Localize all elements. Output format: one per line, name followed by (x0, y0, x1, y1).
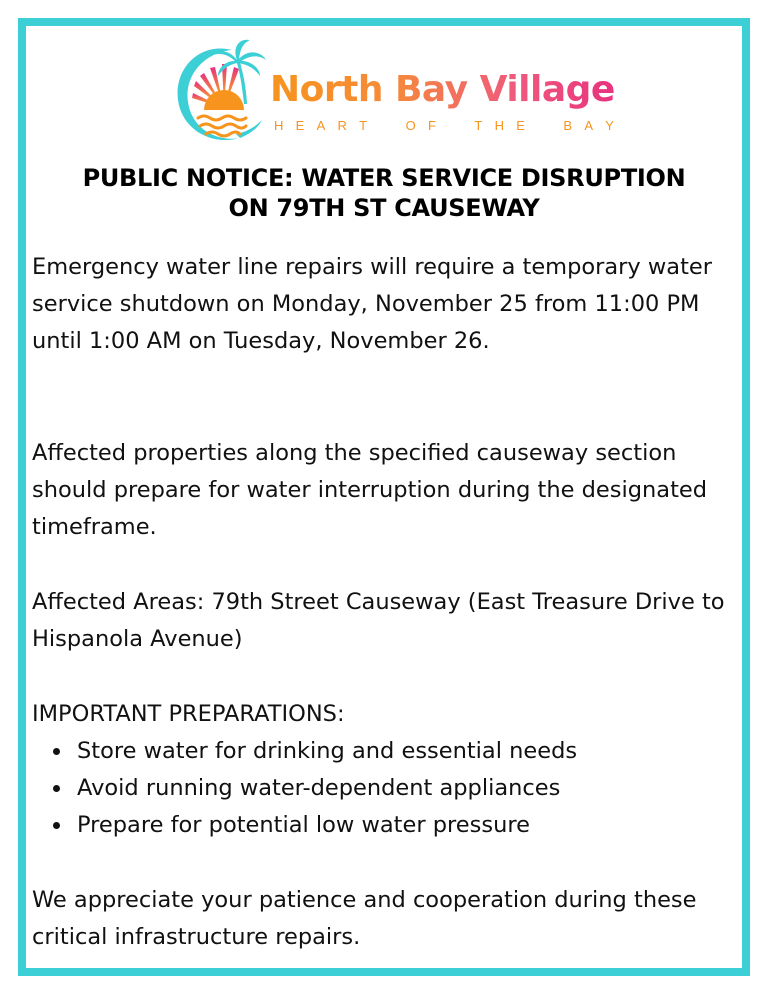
bullet-icon (53, 822, 60, 829)
list-item: Store water for drinking and essential needs (32, 733, 736, 770)
preparations-list (32, 733, 736, 844)
notice-title-line-2: ON 79TH ST CAUSEWAY (228, 194, 540, 222)
logo-tagline: H E A R T O F T H E B A Y (274, 118, 614, 133)
preparations-heading: IMPORTANT PREPARATIONS: (32, 701, 345, 727)
affected-areas-paragraph: Affected Areas: 79th Street Causeway (East Treasure Drive to Hispanola Avenue) (32, 589, 725, 652)
logo-wordmark: North Bay Village (270, 70, 620, 110)
north-bay-village-logo (170, 38, 620, 150)
sun-palm-wave-logo-icon (170, 38, 270, 150)
notice-title-line-1: PUBLIC NOTICE: WATER SERVICE DISRUPTION (82, 164, 686, 192)
affected-properties-paragraph: Affected properties along the specified causeway section should prepare for water interruption during the designated timeframe. (32, 440, 708, 540)
list-item: Prepare for potential low water pressure (32, 807, 736, 844)
bullet-icon (53, 785, 60, 792)
shutdown-details-paragraph: Emergency water line repairs will require a temporary water service shutdown on Monday, November 25 from 11:00 PM until 1:00 AM on Tuesday, November 26. (32, 254, 712, 354)
notice-title (40, 163, 728, 223)
bullet-icon (53, 748, 60, 755)
list-item: Avoid running water-dependent appliances (32, 770, 736, 807)
closing-paragraph: We appreciate your patience and cooperation during these critical infrastructure repairs. (32, 887, 697, 950)
